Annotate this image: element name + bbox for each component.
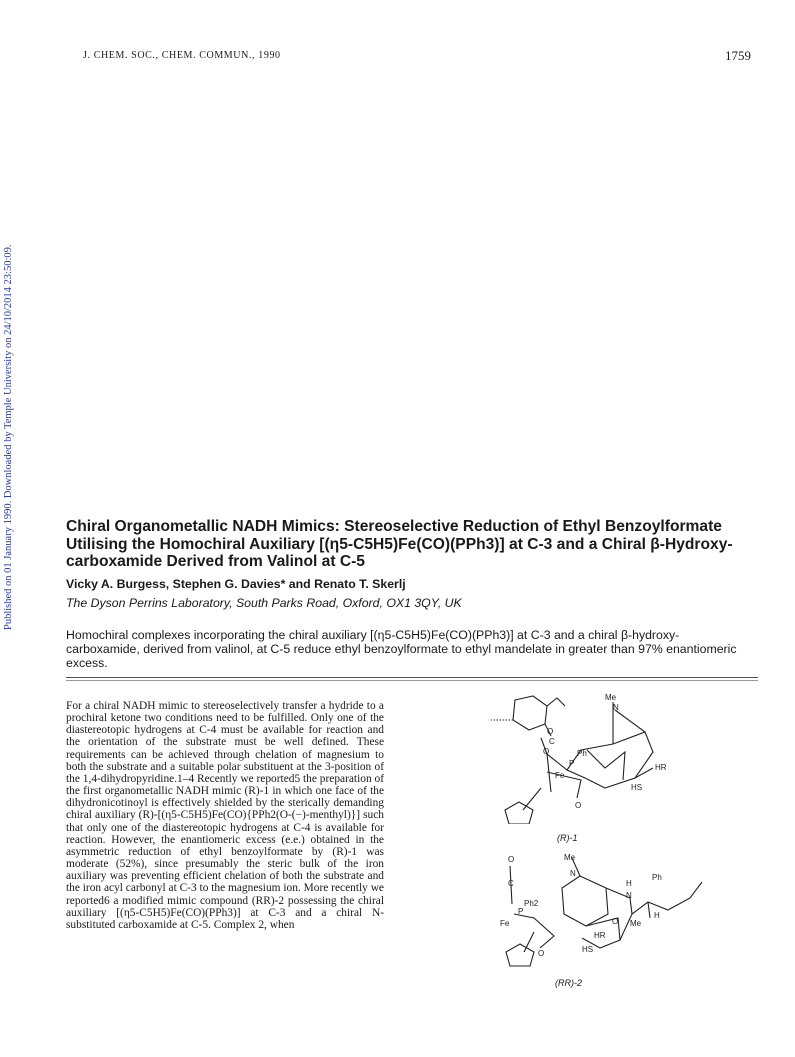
atom-n: N [613,703,619,712]
atom-fe: Fe [500,919,510,928]
download-note[interactable]: Published on 01 January 1990. Downloaded by Temple University on 24/10/2014 23:50:09. [3,244,14,630]
atom-o: O [543,747,550,756]
structure-rr2 [490,852,730,970]
atom-o: O [547,727,554,736]
atom-p: P [518,907,524,916]
body-text: For a chiral NADH mimic to stereoselectively transfer a hydride to a prochiral ketone two conditions need to be fulfilled. Only one of the diastereotopic hydrogens at C-4 must be available for reaction and the orientation of the substrate must be well defined. These requirements can be achieved through chelation of magnesium to both the substrate and a suitable polar substituent at the 3-position of the 1,4-dihydropyridine.1–4 Recently we reported5 the preparation of the first organometallic NADH mimic (R)-1 in which one face of the dihydronicotinoyl is effectively shielded by the sterically demanding chiral auxiliary (R)-[(η5-C5H5)Fe(CO){PPh2(O-(−)-menthyl)}] such that only one of the diastereotopic hydrogens at C-4 is available for reaction. However, the enantiomeric excess (e.e.) obtained in the asymmetric reduction of ethyl benzoylformate by (R)-1 was moderate (52%), since presumably the steric bulk of the iron auxiliary was preventing efficient chelation of both the substrate and the iron acyl carbonyl at C-3 to the magnesium ion. More recently we reported6 a modified mimic compound (RR)-2 possessing the chiral auxiliary [(η5-C5H5)Fe(CO)(PPh3)] at C-3 and a chiral N-substituted carboxamide at C-5. Complex 2, when [66,700,384,931]
atom-n: N [570,869,576,878]
atom-h: H [626,879,632,888]
atom-ph: Ph [577,749,587,758]
divider [66,677,758,678]
atom-o: O [612,917,619,926]
atom-hr: HR [594,931,606,940]
atom-h: H [654,911,660,920]
atom-hs: HS [631,783,643,792]
atom-c: C [508,879,514,888]
atom-ph2: Ph2 [524,899,539,908]
journal-header: J. CHEM. SOC., CHEM. COMMUN., 1990 [83,50,281,61]
page-number: 1759 [725,48,751,63]
structure-r1 [485,692,725,824]
atom-p: P [569,759,575,768]
authors: Vicky A. Burgess, Stephen G. Davies* and Renato T. Skerlj [66,577,406,591]
atom-hr: HR [655,763,667,772]
atom-o: O [538,949,545,958]
atom-hs: HS [582,945,594,954]
affiliation: The Dyson Perrins Laboratory, South Parks Road, Oxford, OX1 3QY, UK [66,596,462,610]
article-title: Chiral Organometallic NADH Mimics: Stereoselective Reduction of Ethyl Benzoylformate Utilising the Homochiral Auxiliary [(η5-C5H5)Fe(CO)(PPh3)] at C-3 and a Chiral β-Hydroxy-carboxamide Derived from Valinol at C-5 [66,518,733,570]
atom-me: Me [605,693,617,702]
atom-o: O [508,855,515,864]
atom-fe: Fe [555,771,565,780]
atom-ph: Ph [652,873,662,882]
atom-me: Me [630,919,642,928]
atom-o: O [575,801,582,810]
label-r1: (R)-1 [557,833,578,843]
abstract: Homochiral complexes incorporating the chiral auxiliary [(η5-C5H5)Fe(CO)(PPh3)] at C-3 and a chiral β-hydroxy-carboxamide, derived from valinol, at C-5 reduce ethyl benzoylformate to ethyl mandelate in greater than 97% enantiomeric excess. [66,628,737,671]
atom-me: Me [564,853,576,862]
atom-n: N [626,891,632,900]
atom-c: C [549,737,555,746]
label-rr2: (RR)-2 [555,978,582,988]
divider [66,680,758,681]
